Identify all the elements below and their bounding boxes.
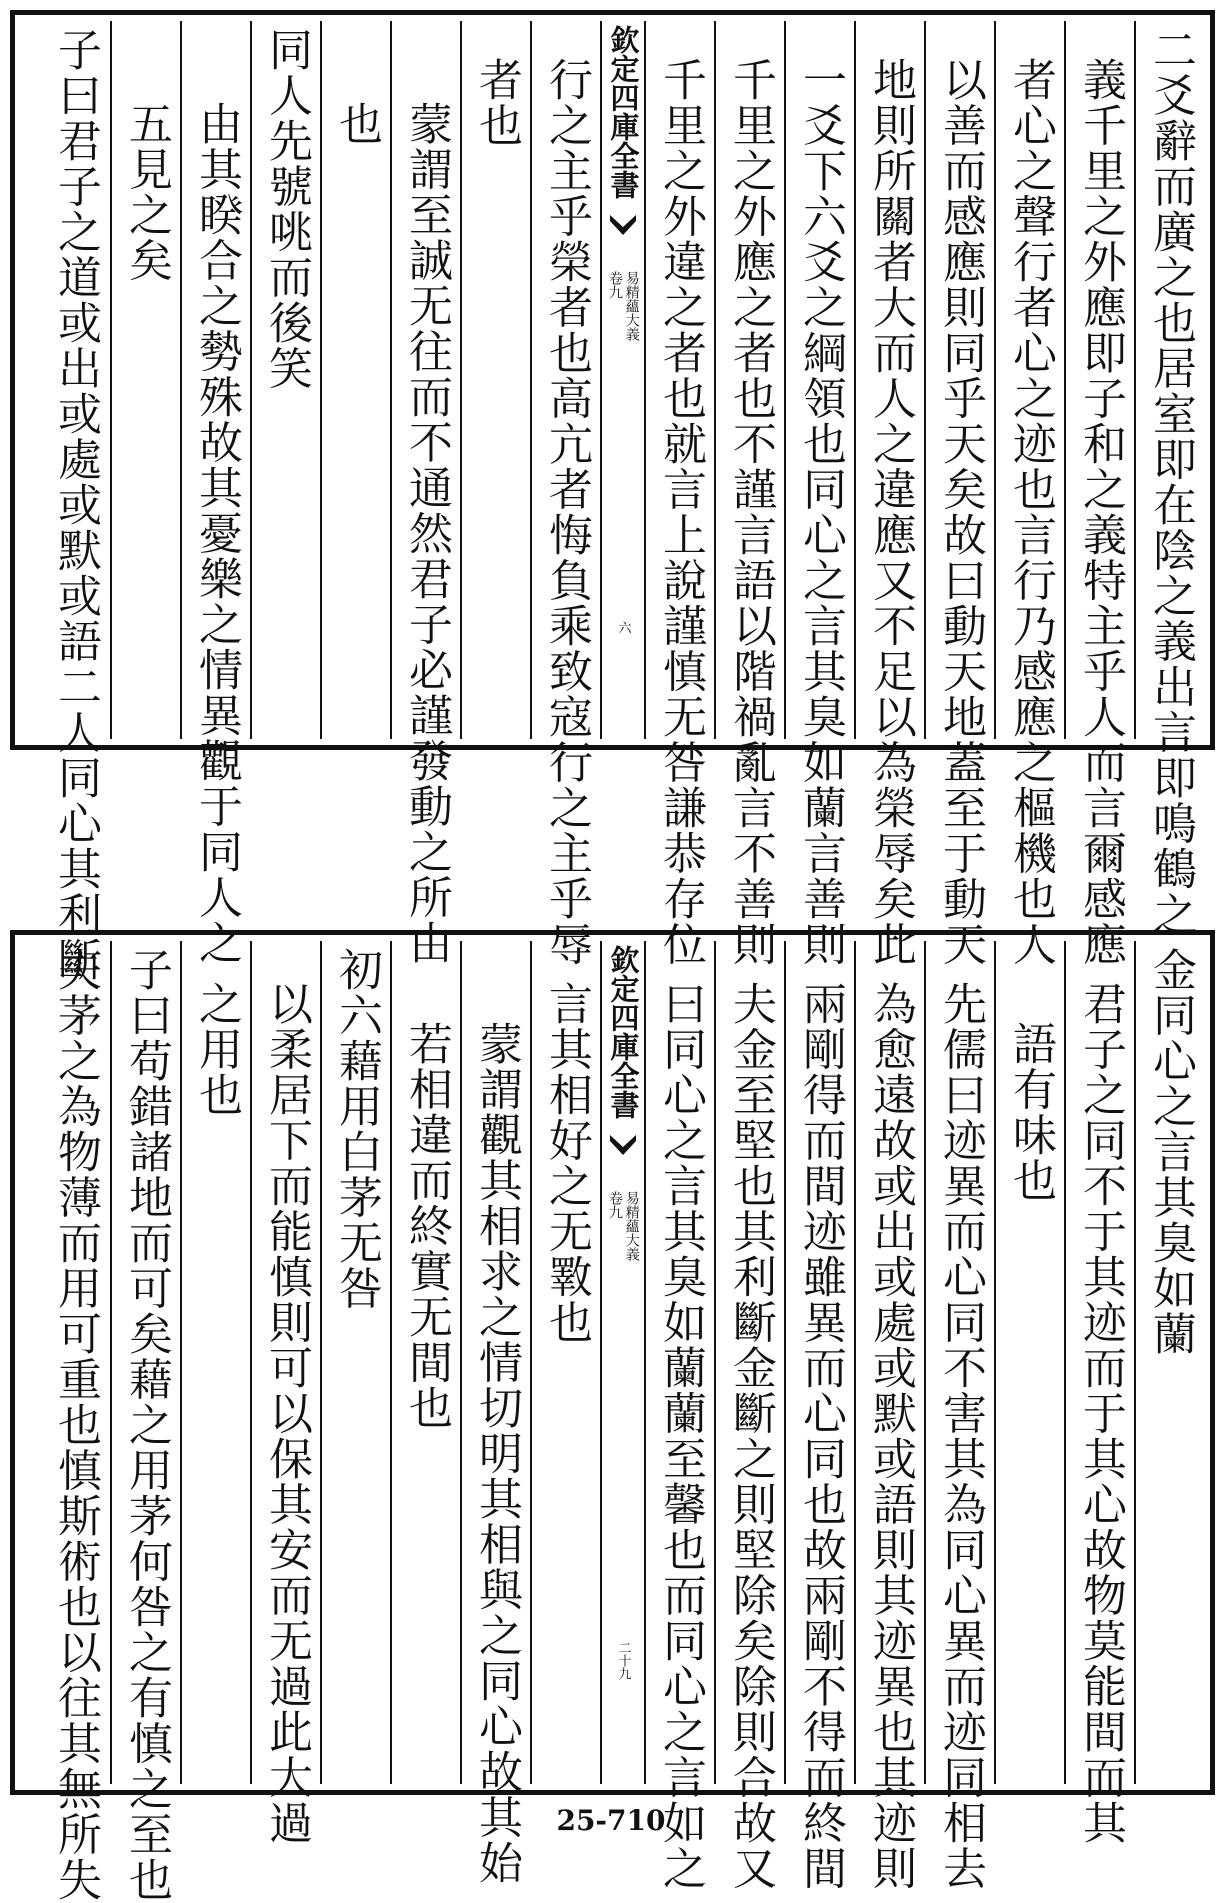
column-text: 千里之外應之者也不謹言語以階禍亂言不善則 [725, 57, 776, 967]
column-text: 以柔居下而能慎則可以保其安而无過此大過 [261, 981, 312, 1846]
text-column [460, 21, 530, 739]
text-column [110, 941, 180, 1903]
column-text: 子曰君子之道或出或處或默或語二人同心其利斷 [50, 27, 101, 983]
column-text: 之用也 [191, 981, 242, 1118]
library-title: 欽定四庫全書 [606, 25, 641, 199]
text-column [924, 21, 994, 967]
column-text: 金同心之言其臭如蘭 [1145, 947, 1196, 1357]
leaf-number: 六 [615, 621, 631, 634]
text-column [644, 21, 714, 967]
text-column [854, 21, 924, 967]
text-column [40, 941, 110, 1903]
book-info [607, 1191, 638, 1261]
column-text: 千里之外違之者也就言上說謹慎无咎謙恭存位 [655, 57, 706, 967]
column-text: 者也 [471, 57, 522, 148]
column-text: 以善而感應則同乎天矣故曰動天地蓋至于動天 [935, 57, 986, 967]
column-text: 夫茅之為物薄而用可重也慎斯術也以往其無所失 [50, 947, 101, 1903]
column-text: 行之主乎榮者也高亢者悔負乘致寇行之主乎辱 [541, 57, 592, 967]
text-column [390, 21, 460, 966]
book-title: 易精蘊大義 [623, 271, 640, 341]
column-text: 夫金至堅也其利斷金斷之則堅除矣除則合故又 [725, 981, 776, 1891]
text-column [180, 941, 250, 1784]
column-text: 也 [331, 101, 382, 147]
book-title: 易精蘊大義 [623, 1191, 640, 1261]
text-column [250, 21, 320, 739]
column-text: 五見之矣 [121, 101, 172, 283]
column-text: 同人先號咷而後笑 [261, 27, 312, 391]
text-column [1134, 21, 1204, 937]
text-column [460, 941, 530, 1886]
column-text: 子曰苟錯諸地而可矣藉之用茅何咎之有慎之至也 [121, 947, 172, 1903]
text-column [994, 21, 1064, 967]
column-text: 蒙謂至誠无往而不通然君子必謹發動之所由 [401, 101, 452, 966]
column-text: 曰同心之言其臭如蘭蘭至馨也而同心之言如之 [655, 981, 706, 1891]
volume-label: 卷九 [607, 1191, 623, 1219]
text-column [784, 941, 854, 1891]
column-text: 先儒曰迹異而心同不害其為同心異而迹同相去 [935, 981, 986, 1891]
fish-tail-mark-icon [608, 1131, 638, 1161]
text-column [1134, 941, 1204, 1784]
column-text: 蒙謂觀其相求之情切明其相與之同心故其始 [471, 1021, 522, 1886]
text-column [644, 941, 714, 1891]
text-column [110, 21, 180, 739]
text-column [714, 941, 784, 1891]
center-spine [600, 941, 644, 1784]
top-page-columns [21, 21, 1204, 983]
volume-label: 卷九 [607, 271, 623, 299]
text-column [250, 941, 320, 1846]
library-title: 欽定四庫全書 [606, 945, 641, 1119]
page-number-label: 25-710 [556, 1804, 666, 1837]
column-text: 者心之聲行者心之迹也言行乃感應之樞機也人 [1005, 57, 1056, 967]
column-text: 義千里之外應即子和之義特主乎人而言爾感應 [1075, 57, 1126, 967]
text-column [784, 21, 854, 967]
column-text: 兩剛得而間迹雖異而心同也故兩剛不得而終間 [795, 981, 846, 1891]
text-column [320, 941, 390, 1784]
column-text: 地則所關者大而人之違應又不足以為榮辱矣此 [865, 57, 916, 967]
top-page-frame [10, 10, 1215, 983]
text-column [1064, 941, 1134, 1846]
column-text: 為愈遠故或出或處或默或語則其迹異也其迹則 [865, 981, 916, 1891]
text-column [530, 21, 600, 967]
text-column [854, 941, 924, 1891]
text-column [530, 941, 600, 1784]
column-text: 由其睽合之勢殊故其憂樂之情異觀于同人之 [191, 101, 242, 966]
text-column [1064, 21, 1134, 967]
column-text: 初六藉用白茅无咎 [331, 947, 382, 1311]
text-column [180, 21, 250, 966]
book-info [607, 271, 638, 341]
text-column [40, 21, 110, 983]
center-spine [600, 21, 644, 739]
text-column [320, 21, 390, 739]
column-text: 一爻下六爻之綱領也同心之言其臭如蘭言善則 [795, 57, 846, 967]
column-text: 若相違而終實无間也 [401, 1021, 452, 1431]
text-column [924, 941, 994, 1891]
column-text: 語有味也 [1005, 1021, 1056, 1203]
text-column [994, 941, 1064, 1784]
leaf-number: 二十九 [615, 1641, 631, 1680]
column-text: 君子之同不于其迹而于其心故物莫能間而其 [1075, 981, 1126, 1846]
text-column [714, 21, 784, 967]
text-column [390, 941, 460, 1784]
column-text: 二爻辭而廣之也居室即在陰之義出言即鳴鶴之 [1145, 27, 1196, 937]
fish-tail-mark-icon [608, 211, 638, 241]
column-text: 言其相好之无斁也 [541, 981, 592, 1345]
